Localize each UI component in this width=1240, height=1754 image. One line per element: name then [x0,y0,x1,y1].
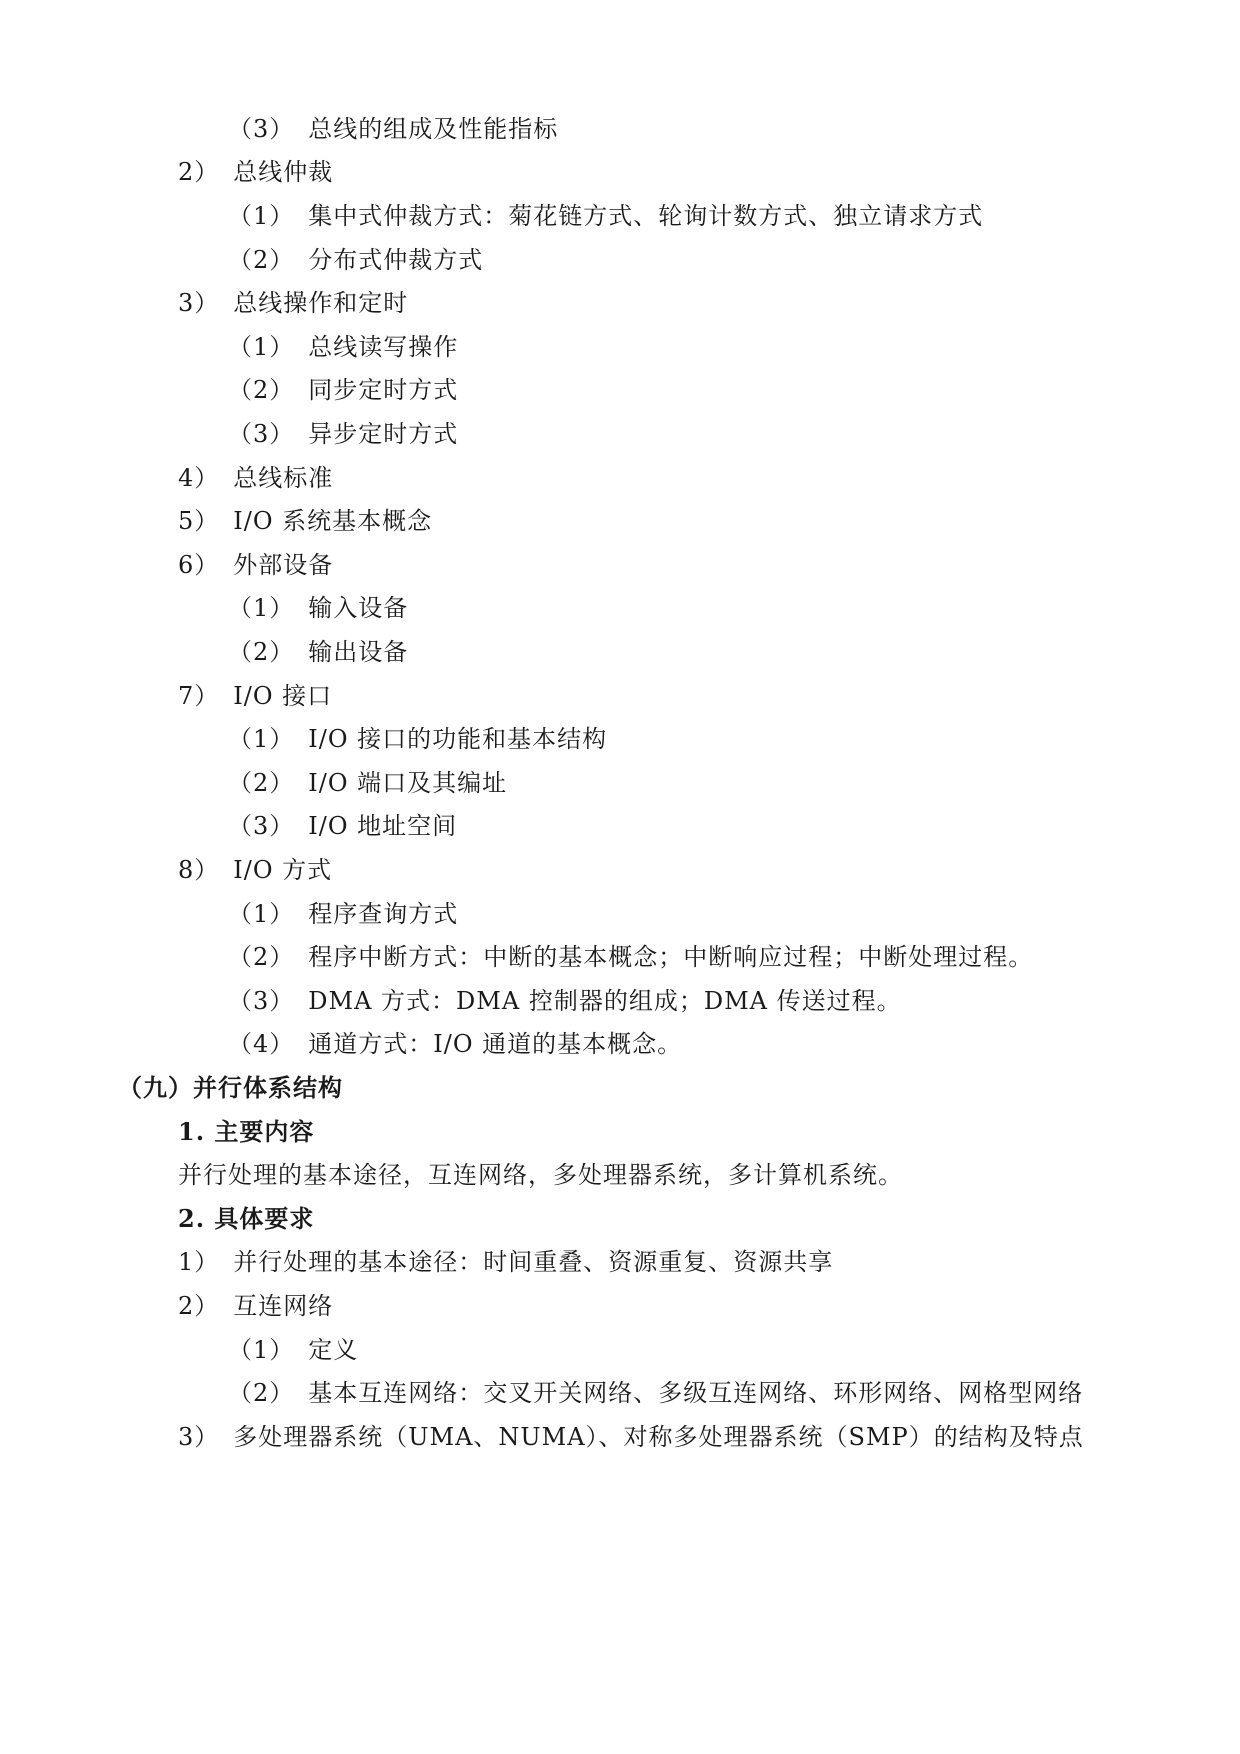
item-text: 程序查询方式 [308,900,459,928]
item-number: （1） [228,202,295,230]
item-number: （2） [228,769,295,797]
item-number: （3） [228,812,295,840]
list-item [178,461,333,495]
item-number: （2） [228,1379,295,1407]
list-item [178,286,408,320]
item-number: （1） [228,1336,295,1364]
subsection-heading [178,1115,314,1149]
paragraph-text: 并行处理的基本途径，互连网络，多处理器系统，多计算机系统。 [178,1161,903,1189]
item-text: I/O 接口的功能和基本结构 [308,725,608,753]
subsection-heading [178,1202,314,1236]
list-item [178,853,332,887]
item-number: （3） [228,420,295,448]
subsection-heading-text: 2. 具体要求 [178,1204,315,1233]
item-number: （1） [228,725,295,753]
item-text: 基本互连网络：交叉开关网络、多级互连网络、环形网络、网格型网络 [308,1379,1084,1407]
list-item [228,243,483,277]
section-heading-text: （九）并行体系结构 [118,1073,343,1102]
list-item [228,1027,682,1061]
item-number: 2） [178,158,220,186]
paragraph [178,1158,903,1192]
item-number: （4） [228,1030,295,1058]
list-item [228,940,1033,974]
list-item [228,417,458,451]
item-number: （2） [228,376,295,404]
item-text: 外部设备 [233,551,334,579]
list-item [228,722,607,756]
item-number: 6） [178,551,220,579]
section-heading [118,1071,343,1105]
list-item [228,984,902,1018]
item-text: 总线操作和定时 [233,289,409,317]
item-number: 3） [178,1423,220,1451]
list-item [178,1245,833,1279]
list-item [178,679,332,713]
item-text: 并行处理的基本途径：时间重叠、资源重复、资源共享 [233,1248,834,1276]
item-text: 分布式仲裁方式 [308,246,484,274]
item-text: 总线读写操作 [308,333,459,361]
item-number: （2） [228,246,295,274]
list-item [178,548,333,582]
item-text: 总线仲裁 [233,158,334,186]
item-text: 多处理器系统（UMA、NUMA）、对称多处理器系统（SMP）的结构及特点 [233,1423,1084,1451]
item-text: 总线的组成及性能指标 [308,115,559,143]
list-item [228,766,507,800]
item-text: 输入设备 [308,594,409,622]
item-text: I/O 接口 [233,682,333,710]
subsection-heading-text: 1. 主要内容 [178,1117,315,1146]
item-number: （3） [228,987,295,1015]
list-item [178,155,333,189]
item-text: 同步定时方式 [308,376,459,404]
list-item [178,1289,333,1323]
item-text: 总线标准 [233,464,334,492]
list-item [228,897,458,931]
item-text: 定义 [308,1336,359,1364]
list-item [228,112,558,146]
item-text: 程序中断方式：中断的基本概念；中断响应过程；中断处理过程。 [308,943,1034,971]
list-item [228,1333,358,1367]
item-number: 2） [178,1292,220,1320]
item-text: 通道方式：I/O 通道的基本概念。 [308,1030,683,1058]
item-text: DMA 方式：DMA 控制器的组成；DMA 传送过程。 [308,987,902,1015]
list-item [228,330,458,364]
item-text: I/O 端口及其编址 [308,769,508,797]
item-text: I/O 方式 [233,856,333,884]
item-text: 集中式仲裁方式：菊花链方式、轮询计数方式、独立请求方式 [308,202,984,230]
list-item [228,373,458,407]
item-number: （2） [228,638,295,666]
list-item [178,1420,1084,1454]
item-number: （3） [228,115,295,143]
list-item [228,1376,1083,1410]
item-number: （1） [228,333,295,361]
item-number: （2） [228,943,295,971]
item-number: 1） [178,1248,220,1276]
list-item [228,635,408,669]
list-item [228,591,408,625]
item-number: 4） [178,464,220,492]
item-number: （1） [228,594,295,622]
item-text: I/O 地址空间 [308,812,458,840]
item-number: 3） [178,289,220,317]
item-text: 异步定时方式 [308,420,459,448]
item-number: 5） [178,507,220,535]
item-number: 8） [178,856,220,884]
item-text: I/O 系统基本概念 [233,507,433,535]
item-number: 7） [178,682,220,710]
list-item [228,199,983,233]
list-item [228,809,457,843]
item-number: （1） [228,900,295,928]
item-text: 输出设备 [308,638,409,666]
item-text: 互连网络 [233,1292,334,1320]
list-item [178,504,432,538]
